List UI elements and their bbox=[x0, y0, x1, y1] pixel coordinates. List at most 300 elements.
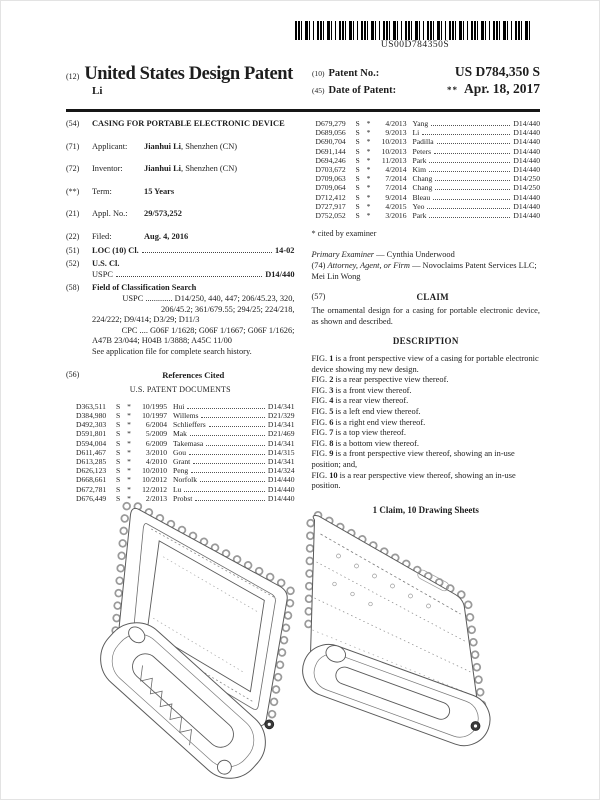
appl-no-value: 29/573,252 bbox=[144, 209, 182, 219]
ref-date: 4/2013 bbox=[385, 119, 407, 128]
ref-star: * bbox=[127, 447, 131, 457]
ref-number: D492,303 bbox=[76, 420, 107, 430]
reference-row bbox=[76, 439, 295, 448]
dot-leader bbox=[429, 217, 510, 218]
ref-number: D690,704 bbox=[315, 137, 346, 147]
header-rule bbox=[66, 109, 540, 112]
applicant-label: Applicant: bbox=[92, 141, 128, 151]
fig-text: is a right end view thereof. bbox=[335, 417, 426, 427]
ref-name: Gou bbox=[173, 447, 187, 457]
ref-date: 4/2015 bbox=[385, 201, 407, 211]
dot-leader bbox=[200, 481, 265, 482]
uscl-label: U.S. Cl. bbox=[92, 259, 120, 269]
fig-label: FIG. bbox=[311, 375, 328, 385]
ref-class: D14/250 bbox=[513, 183, 540, 193]
dot-leader bbox=[434, 153, 510, 154]
ref-date: 7/2014 bbox=[385, 174, 407, 184]
dot-leader bbox=[142, 252, 272, 253]
figure-description-line bbox=[312, 428, 541, 439]
ref-kind: S bbox=[355, 201, 360, 211]
ref-kind: S bbox=[355, 192, 360, 202]
cited-by-examiner-note: * cited by examiner bbox=[311, 229, 377, 239]
fig-label: FIG. bbox=[311, 406, 328, 416]
figure-description-line bbox=[312, 375, 541, 386]
field-line: CPC .... G06F 1/1628; G06F 1/1667; G06F 1/1626; bbox=[121, 325, 295, 335]
ref-class: D14/440 bbox=[513, 155, 540, 165]
ref-star: * bbox=[366, 211, 371, 221]
field-line: 206/45.2; 361/679.55; 294/25; 224/218, bbox=[160, 304, 295, 314]
ref-name: Hui bbox=[173, 401, 185, 411]
uspc-value: D14/440 bbox=[265, 269, 295, 279]
field-code: (21) bbox=[66, 209, 80, 219]
invention-title-item bbox=[66, 119, 295, 130]
ref-date: 10/2013 bbox=[381, 146, 407, 156]
ref-kind: S bbox=[355, 174, 360, 184]
ref-class: D14/440 bbox=[513, 119, 540, 128]
ref-date: 9/2013 bbox=[385, 128, 407, 138]
reference-row bbox=[316, 137, 541, 146]
ref-star: * bbox=[366, 165, 371, 175]
barcode-number: US00D784350S bbox=[380, 40, 450, 50]
us-patent-documents-heading: U.S. PATENT DOCUMENTS bbox=[129, 385, 231, 395]
fig-label: FIG. bbox=[311, 417, 328, 427]
ref-class: D14/440 bbox=[513, 211, 540, 221]
ref-star: * bbox=[366, 192, 371, 202]
fig-label: FIG. bbox=[311, 385, 328, 395]
dot-leader bbox=[209, 426, 265, 427]
ref-class: D14/315 bbox=[267, 447, 295, 457]
dot-leader bbox=[433, 199, 510, 200]
ref-kind: S bbox=[355, 137, 360, 147]
ref-date: 9/2014 bbox=[385, 192, 407, 202]
ref-kind: S bbox=[355, 165, 360, 175]
claim-code: (57) bbox=[311, 291, 326, 301]
ref-name: Chang bbox=[412, 174, 433, 184]
figure-description-line bbox=[312, 449, 541, 470]
drawing-rear-perspective bbox=[298, 504, 554, 794]
fig-text: is a front perspective view of a casing for portable electronic device showing my new design. bbox=[311, 353, 539, 374]
ref-class: D21/329 bbox=[267, 410, 295, 420]
reference-row bbox=[76, 429, 295, 438]
dot-leader bbox=[184, 491, 264, 492]
field-code: (56) bbox=[66, 369, 80, 379]
ref-number: D594,004 bbox=[76, 438, 107, 448]
fig-label: FIG. bbox=[311, 396, 328, 406]
ref-kind: S bbox=[116, 410, 121, 420]
ref-number: D626,123 bbox=[76, 466, 107, 476]
ref-kind: S bbox=[116, 401, 121, 411]
figure-description-line bbox=[312, 471, 541, 492]
field-of-search-label: Field of Classification Search bbox=[92, 283, 197, 293]
appl-no-item bbox=[66, 209, 295, 220]
invention-title: CASING FOR PORTABLE ELECTRONIC DEVICE bbox=[92, 119, 285, 128]
ref-class: D21/469 bbox=[267, 429, 295, 439]
drawing-front-perspective bbox=[64, 497, 302, 795]
reference-row bbox=[316, 211, 541, 220]
ref-date: 10/1997 bbox=[142, 410, 167, 420]
ref-class: D14/440 bbox=[513, 201, 540, 211]
left-column bbox=[66, 119, 295, 515]
dot-leader bbox=[193, 463, 265, 464]
ref-date: 5/2009 bbox=[145, 429, 167, 439]
references-heading: References Cited bbox=[162, 369, 225, 380]
bibliographic-columns bbox=[66, 119, 540, 515]
fig-label: FIG. bbox=[311, 470, 328, 480]
fig-text: is a bottom view thereof. bbox=[335, 438, 419, 448]
ref-name: Park bbox=[412, 155, 427, 165]
reference-row bbox=[76, 411, 295, 420]
ref-number: D668,661 bbox=[76, 475, 107, 485]
reference-row bbox=[316, 202, 541, 211]
reference-row bbox=[316, 156, 541, 165]
term-item bbox=[66, 187, 295, 198]
figure-description-line bbox=[312, 418, 541, 429]
ref-star: * bbox=[366, 183, 371, 193]
ref-date: 10/2010 bbox=[142, 466, 167, 476]
ref-number: D694,246 bbox=[315, 155, 346, 165]
field-code: (**) bbox=[66, 186, 80, 196]
applicant-item bbox=[66, 142, 295, 153]
attorney-value: — Novoclaims Patent Services LLC; Mei Lin Wong bbox=[311, 261, 537, 282]
claim-sheet-note: 1 Claim, 10 Drawing Sheets bbox=[372, 504, 479, 515]
ref-star: * bbox=[127, 456, 131, 466]
ref-name: Mak bbox=[173, 429, 187, 439]
kind-code: (12) bbox=[66, 72, 80, 81]
figure-description-line bbox=[312, 386, 541, 397]
front-perspective-line-art bbox=[64, 497, 302, 795]
fig-label: FIG. bbox=[311, 449, 328, 459]
dot-leader bbox=[427, 208, 510, 209]
ref-kind: S bbox=[116, 420, 121, 430]
continuation-stars: ** bbox=[446, 85, 458, 95]
dot-leader bbox=[437, 143, 511, 144]
ref-star: * bbox=[127, 401, 131, 411]
ref-date: 11/2013 bbox=[381, 155, 407, 165]
claim-heading-row bbox=[312, 292, 541, 303]
references-table-left bbox=[66, 402, 295, 503]
field-code: (71) bbox=[66, 141, 80, 151]
ref-date: 12/2012 bbox=[142, 484, 167, 494]
inventor-label: Inventor: bbox=[92, 164, 123, 174]
ref-date: 3/2010 bbox=[145, 447, 167, 457]
inventor-name: Jianhui Li bbox=[144, 164, 182, 174]
reference-row bbox=[76, 448, 295, 457]
field-code: (58) bbox=[66, 283, 80, 293]
primary-examiner-label: Primary Examiner bbox=[311, 249, 375, 259]
field-code: (72) bbox=[66, 164, 80, 174]
ref-date: 6/2009 bbox=[145, 438, 167, 448]
dot-leader bbox=[431, 125, 510, 126]
ref-number: D691,144 bbox=[315, 146, 346, 156]
ref-name: Schlieffers bbox=[173, 420, 206, 430]
ref-name: Willems bbox=[173, 410, 199, 420]
ref-kind: S bbox=[116, 475, 121, 485]
ref-class: D14/440 bbox=[267, 493, 295, 503]
ref-name: Lu bbox=[173, 484, 182, 494]
dot-leader bbox=[116, 276, 262, 277]
references-heading-item bbox=[66, 370, 295, 381]
applicant-rest: , Shenzhen (CN) bbox=[181, 141, 238, 151]
claim-heading: CLAIM bbox=[416, 291, 449, 302]
applicant-name: Jianhui Li bbox=[144, 141, 182, 151]
ref-name: Yang bbox=[412, 119, 429, 128]
field-line: See application file for complete search history. bbox=[92, 346, 252, 356]
ref-date: 10/2013 bbox=[381, 137, 407, 147]
fig-label: FIG. bbox=[311, 438, 328, 448]
fig-number: 9 bbox=[329, 449, 334, 459]
ref-star: * bbox=[366, 174, 371, 184]
ref-kind: S bbox=[355, 146, 360, 156]
ref-number: D384,980 bbox=[76, 410, 107, 420]
dot-leader bbox=[422, 134, 510, 135]
reference-row bbox=[316, 119, 541, 128]
field-code: (52) bbox=[66, 259, 80, 269]
ref-star: * bbox=[366, 155, 371, 165]
field-code: (22) bbox=[66, 231, 80, 241]
dot-leader bbox=[189, 454, 265, 455]
ref-number: D679,279 bbox=[315, 119, 346, 128]
ref-date: 4/2014 bbox=[385, 165, 407, 175]
figure-descriptions bbox=[312, 354, 541, 492]
field-code: (54) bbox=[66, 119, 80, 128]
fig-number: 3 bbox=[329, 385, 334, 395]
dot-leader bbox=[190, 435, 265, 436]
right-column bbox=[312, 119, 541, 515]
ref-number: D709,064 bbox=[315, 183, 346, 193]
ref-star: * bbox=[127, 466, 131, 476]
dot-leader bbox=[187, 408, 265, 409]
ref-number: D363,511 bbox=[76, 401, 106, 411]
ref-kind: S bbox=[355, 119, 360, 128]
ref-number: D727,917 bbox=[315, 201, 346, 211]
ref-kind: S bbox=[116, 484, 121, 494]
patent-no-value: US D784,350 S bbox=[454, 64, 540, 79]
ref-name: Li bbox=[412, 128, 420, 138]
ref-name: Park bbox=[412, 211, 427, 221]
attorney-label: Attorney, Agent, or Firm bbox=[327, 261, 410, 271]
page-title: United States Design Patent bbox=[84, 64, 293, 84]
ref-kind: S bbox=[116, 466, 121, 476]
primary-examiner-line bbox=[312, 250, 541, 261]
ref-class: D14/440 bbox=[513, 128, 540, 138]
fig-number: 8 bbox=[329, 438, 334, 448]
patent-no-label: Patent No.: bbox=[328, 68, 380, 79]
fig-text: is a front perspective view thereof, showing an in-use position; and, bbox=[311, 449, 515, 469]
dot-leader bbox=[429, 171, 510, 172]
fig-text: is a rear perspective view thereof, showing an in-use position. bbox=[311, 470, 516, 491]
ref-class: D14/440 bbox=[513, 192, 540, 202]
reference-row bbox=[316, 183, 541, 192]
ref-name: Probst bbox=[173, 493, 193, 503]
reference-row bbox=[76, 466, 295, 475]
reference-row bbox=[316, 193, 541, 202]
dot-leader bbox=[429, 162, 510, 163]
dot-leader bbox=[435, 180, 510, 181]
ref-kind: S bbox=[116, 456, 121, 466]
ref-star: * bbox=[366, 119, 371, 128]
attorney-line bbox=[312, 261, 541, 282]
fig-number: 2 bbox=[329, 375, 334, 385]
ref-name: Grant bbox=[173, 456, 191, 466]
reference-row bbox=[316, 147, 541, 156]
figure-description-line bbox=[312, 407, 541, 418]
ref-number: D672,781 bbox=[76, 484, 107, 494]
description-heading: DESCRIPTION bbox=[392, 336, 459, 347]
ref-kind: S bbox=[116, 447, 121, 457]
date-code: (45) bbox=[312, 86, 325, 95]
figure-description-line bbox=[312, 396, 541, 407]
fig-number: 7 bbox=[329, 428, 334, 438]
barcode-block bbox=[295, 21, 535, 50]
field-line: USPC ............. D14/250, 440, 447; 206/45.23, 320, bbox=[122, 293, 295, 303]
dot-leader bbox=[206, 445, 265, 446]
field-of-search-item bbox=[66, 283, 295, 357]
ref-star: * bbox=[366, 128, 371, 138]
ref-date: 6/2004 bbox=[145, 420, 167, 430]
reference-row bbox=[316, 128, 541, 137]
fig-label: FIG. bbox=[311, 353, 328, 363]
ref-star: * bbox=[127, 438, 131, 448]
ref-kind: S bbox=[116, 429, 121, 439]
ref-name: Kim bbox=[412, 165, 427, 175]
fig-text: is a rear perspective view thereof. bbox=[335, 375, 449, 385]
field-line: 224/222; D9/414; D3/29; D11/3 bbox=[92, 315, 200, 325]
inventor-rest: , Shenzhen (CN) bbox=[181, 164, 238, 174]
loc-class-item bbox=[66, 246, 295, 257]
ref-name: Yeo bbox=[412, 201, 425, 211]
ref-number: D676,449 bbox=[76, 493, 107, 503]
ref-star: * bbox=[127, 420, 131, 430]
ref-kind: S bbox=[355, 128, 360, 138]
fig-text: is a top view thereof. bbox=[335, 428, 406, 438]
ref-class: D14/341 bbox=[267, 456, 295, 466]
reference-row bbox=[76, 420, 295, 429]
ref-star: * bbox=[366, 201, 371, 211]
figure-description-line bbox=[312, 354, 541, 375]
ref-star: * bbox=[127, 484, 131, 494]
ref-number: D591,801 bbox=[76, 429, 107, 439]
fig-text: is a left end view thereof. bbox=[335, 406, 421, 416]
ref-date: 4/2010 bbox=[145, 456, 167, 466]
fig-number: 1 bbox=[329, 353, 334, 363]
ref-number: D611,467 bbox=[76, 447, 106, 457]
ref-number: D709,063 bbox=[315, 174, 346, 184]
dot-leader bbox=[191, 472, 265, 473]
ref-star: * bbox=[366, 137, 371, 147]
reference-row bbox=[316, 165, 541, 174]
ref-number: D752,052 bbox=[315, 211, 346, 221]
header-left bbox=[66, 64, 293, 98]
filed-label: Filed: bbox=[92, 231, 112, 241]
figure-description-line bbox=[312, 439, 541, 450]
ref-class: D14/324 bbox=[267, 466, 295, 476]
patent-no-code: (10) bbox=[312, 69, 325, 78]
date-label: Date of Patent: bbox=[328, 85, 397, 96]
ref-class: D14/341 bbox=[267, 401, 295, 411]
ref-date: 3/2016 bbox=[385, 211, 407, 221]
ref-class: D14/341 bbox=[267, 438, 295, 448]
ref-name: Peters bbox=[412, 146, 432, 156]
uspc-label: USPC bbox=[92, 269, 113, 279]
filed-item bbox=[66, 232, 295, 243]
ref-date: 10/2012 bbox=[142, 475, 167, 485]
ref-number: D689,056 bbox=[315, 128, 346, 138]
attorney-code: (74) bbox=[311, 261, 326, 271]
ref-name: Norfolk bbox=[173, 475, 198, 485]
ref-class: D14/341 bbox=[267, 420, 295, 430]
ref-date: 10/1995 bbox=[142, 401, 167, 411]
ref-name: Peng bbox=[173, 466, 189, 476]
ref-class: D14/440 bbox=[267, 484, 295, 494]
ref-name: Chang bbox=[412, 183, 433, 193]
fig-number: 4 bbox=[329, 396, 334, 406]
ref-class: D14/250 bbox=[513, 174, 540, 184]
ref-date: 7/2014 bbox=[385, 183, 407, 193]
ref-star: * bbox=[127, 475, 131, 485]
references-table-right bbox=[312, 119, 541, 220]
reference-row bbox=[76, 402, 295, 411]
fig-number: 6 bbox=[329, 417, 334, 427]
document-header bbox=[66, 64, 540, 98]
appl-no-label: Appl. No.: bbox=[92, 209, 128, 219]
ref-number: D613,285 bbox=[76, 456, 107, 466]
filed-value: Aug. 4, 2016 bbox=[144, 231, 189, 241]
ref-date: 2/2013 bbox=[145, 493, 167, 503]
inventor-surname: Li bbox=[92, 85, 103, 97]
ref-class: D14/440 bbox=[513, 137, 540, 147]
ref-class: D14/440 bbox=[513, 146, 540, 156]
ref-kind: S bbox=[116, 493, 121, 503]
claim-text: The ornamental design for a casing for portable electronic device, as shown and described. bbox=[311, 306, 540, 326]
ref-kind: S bbox=[355, 211, 360, 221]
ref-class: D14/440 bbox=[513, 165, 540, 175]
barcode-image bbox=[295, 21, 533, 40]
ref-name: Padilla bbox=[412, 137, 434, 147]
inventor-item bbox=[66, 164, 295, 175]
reference-row bbox=[76, 485, 295, 494]
ref-star: * bbox=[127, 493, 131, 503]
rear-perspective-line-art bbox=[298, 504, 554, 794]
fig-text: is a rear view thereof. bbox=[335, 396, 409, 406]
loc-label: LOC (10) Cl. bbox=[92, 245, 139, 255]
reference-row bbox=[76, 475, 295, 484]
ref-star: * bbox=[127, 410, 131, 420]
fig-text: is a front view thereof. bbox=[335, 385, 412, 395]
ref-kind: S bbox=[355, 183, 360, 193]
field-of-search-lines bbox=[92, 294, 295, 358]
ref-name: Bleau bbox=[412, 192, 431, 202]
fig-number: 5 bbox=[329, 406, 334, 416]
ref-class: D14/440 bbox=[267, 475, 295, 485]
header-right bbox=[312, 64, 540, 98]
field-code: (51) bbox=[66, 245, 80, 255]
fig-label: FIG. bbox=[311, 428, 328, 438]
ref-number: D703,672 bbox=[315, 165, 346, 175]
reference-row bbox=[76, 457, 295, 466]
dot-leader bbox=[201, 417, 264, 418]
term-label: Term: bbox=[92, 186, 112, 196]
term-value: 15 Years bbox=[144, 186, 175, 196]
ref-kind: S bbox=[116, 438, 121, 448]
dot-leader bbox=[435, 189, 510, 190]
field-line: A47B 23/044; H04B 1/3888; A45C 11/00 bbox=[92, 336, 232, 346]
fig-number: 10 bbox=[329, 470, 338, 480]
ref-number: D712,412 bbox=[315, 192, 346, 202]
date-value: ** Apr. 18, 2017 bbox=[446, 81, 540, 96]
loc-value: 14-02 bbox=[274, 245, 295, 255]
us-class-item bbox=[66, 259, 295, 280]
primary-examiner-value: — Cynthia Underwood bbox=[374, 249, 455, 259]
